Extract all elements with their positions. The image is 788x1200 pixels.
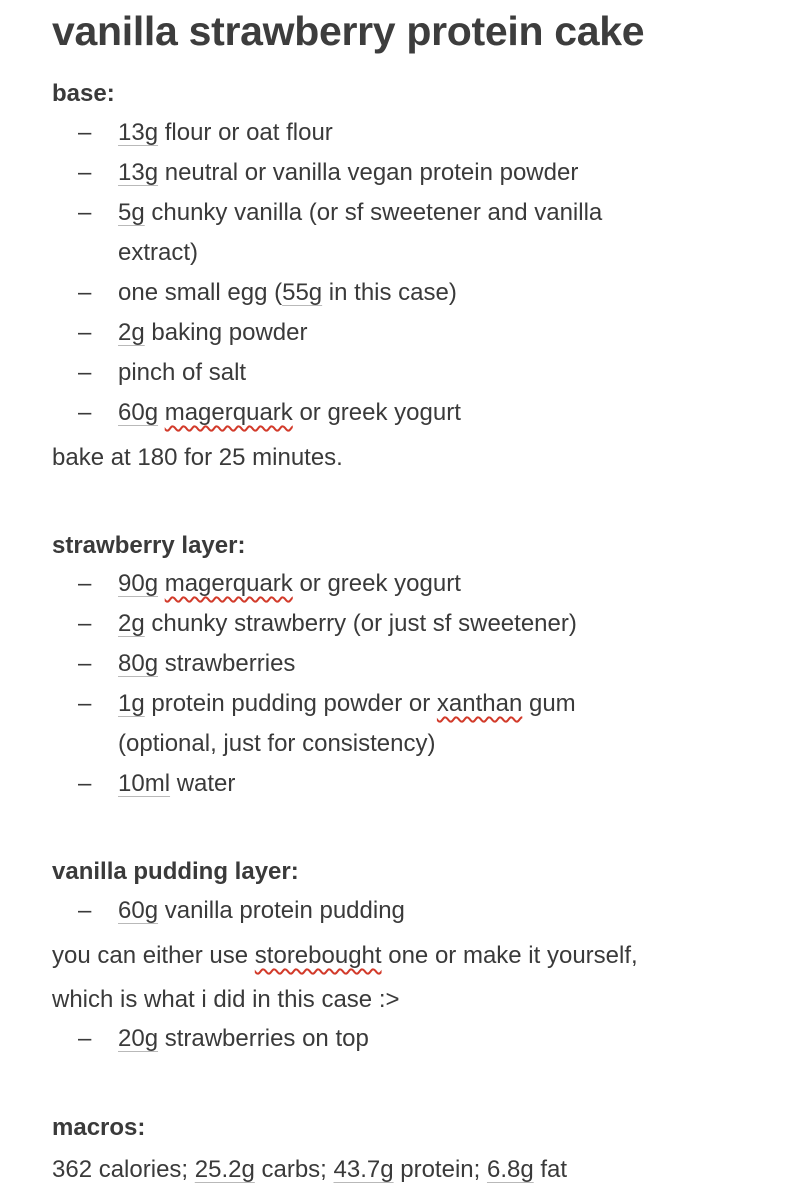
list-item-text: 13g neutral or vanilla vegan protein powder xyxy=(118,159,579,186)
misspelled-word: magerquark xyxy=(164,570,293,597)
list-item-text: 13g flour or oat flour xyxy=(118,119,333,146)
quantity: 10ml xyxy=(118,770,171,797)
list-item xyxy=(78,193,758,273)
macros-line: 362 calories; 25.2g carbs; 43.7g protein; 6.8g fat xyxy=(52,1156,568,1183)
list-item-text: pinch of salt xyxy=(118,359,247,386)
bullet-dash: – xyxy=(78,399,92,426)
bullet-dash: – xyxy=(78,159,92,186)
bullet-dash: – xyxy=(78,610,92,637)
section-heading-strawberry: strawberry layer: xyxy=(52,532,246,559)
list-item xyxy=(78,891,758,931)
list-item xyxy=(78,393,758,433)
quantity: 60g xyxy=(118,897,159,924)
list-item-text: 2g chunky strawberry (or just sf sweetener) xyxy=(118,610,577,637)
list-item-text: 10ml water xyxy=(118,770,236,797)
quantity: 60g xyxy=(118,399,159,426)
list-item xyxy=(78,273,758,313)
bullet-dash: – xyxy=(78,279,92,306)
list-item xyxy=(78,644,758,684)
protein-value: 43.7g xyxy=(333,1156,394,1183)
fat-value: 6.8g xyxy=(486,1156,534,1183)
section-heading-macros: macros: xyxy=(52,1114,146,1141)
list-item xyxy=(78,604,758,644)
page-title: vanilla strawberry protein cake xyxy=(52,8,645,54)
list-item-text: 1g protein pudding powder or xanthan gum (optional, just for consistency) xyxy=(118,690,576,757)
misspelled-word: storebought xyxy=(254,942,382,969)
list-item xyxy=(78,764,758,804)
bullet-dash: – xyxy=(78,319,92,346)
quantity: 20g xyxy=(118,1025,159,1052)
list-item xyxy=(78,113,758,153)
section-heading-base: base: xyxy=(52,80,115,107)
quantity: 5g xyxy=(118,199,145,226)
bake-instructions: bake at 180 for 25 minutes. xyxy=(52,444,343,471)
misspelled-word: magerquark xyxy=(164,399,293,426)
quantity: 13g xyxy=(118,119,159,146)
bullet-dash: – xyxy=(78,770,92,797)
carbs-value: 25.2g xyxy=(194,1156,255,1183)
misspelled-word: xanthan xyxy=(436,690,523,717)
bullet-dash: – xyxy=(78,897,92,924)
quantity: 2g xyxy=(118,319,145,346)
list-item-text: 80g strawberries xyxy=(118,650,296,677)
list-item-text: 60g magerquark or greek yogurt xyxy=(118,399,461,426)
pudding-note-line-2: which is what i did in this case :> xyxy=(52,986,400,1013)
quantity: 90g xyxy=(118,570,159,597)
list-item xyxy=(78,684,758,764)
list-item-text: 20g strawberries on top xyxy=(118,1025,369,1052)
list-item xyxy=(78,564,758,604)
quantity: 2g xyxy=(118,610,145,637)
bullet-dash: – xyxy=(78,1025,92,1052)
pudding-note-line-1: you can either use storebought one or make it yourself, xyxy=(52,942,638,969)
quantity: 55g xyxy=(282,279,323,306)
section-heading-pudding: vanilla pudding layer: xyxy=(52,858,299,885)
quantity: 1g xyxy=(118,690,145,717)
quantity: 80g xyxy=(118,650,159,677)
bullet-dash: – xyxy=(78,359,92,386)
bullet-dash: – xyxy=(78,199,92,226)
list-item xyxy=(78,313,758,353)
list-item-text: 2g baking powder xyxy=(118,319,308,346)
list-item-text: one small egg (55g in this case) xyxy=(118,279,457,306)
list-item-text: 5g chunky vanilla (or sf sweetener and vanilla extract) xyxy=(118,199,603,266)
list-item-text: 90g magerquark or greek yogurt xyxy=(118,570,461,597)
quantity: 13g xyxy=(118,159,159,186)
bullet-dash: – xyxy=(78,650,92,677)
list-item xyxy=(78,353,758,393)
bullet-dash: – xyxy=(78,119,92,146)
bullet-dash: – xyxy=(78,690,92,717)
list-item xyxy=(78,1019,758,1059)
list-item-text: 60g vanilla protein pudding xyxy=(118,897,405,924)
bullet-dash: – xyxy=(78,570,92,597)
list-item xyxy=(78,153,758,193)
